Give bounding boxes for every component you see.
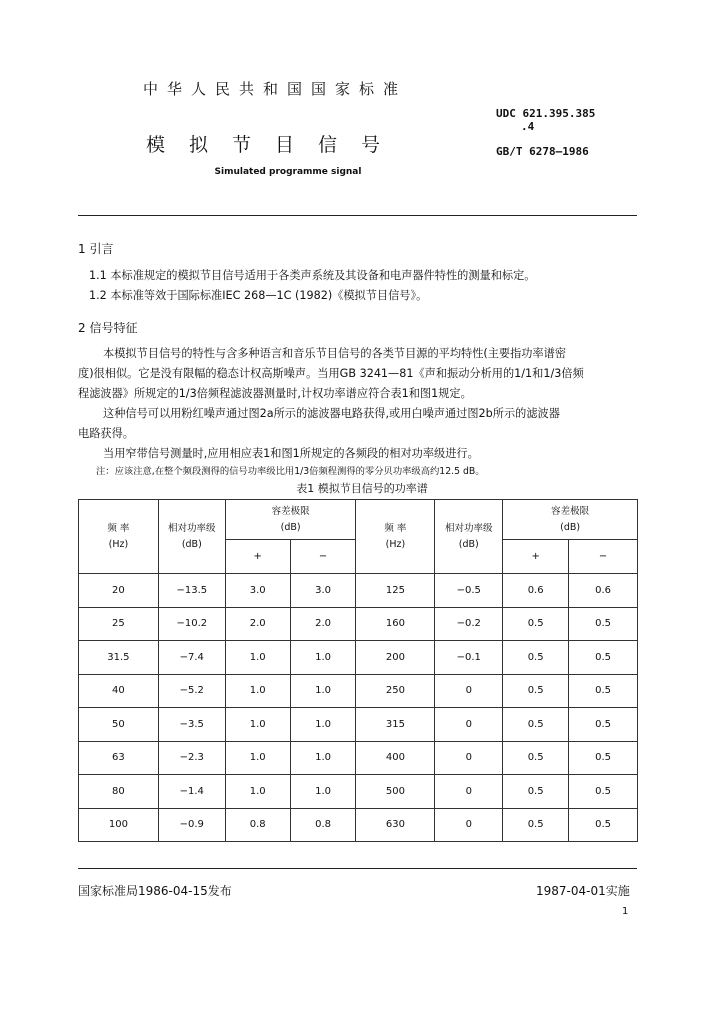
minus-tolerance-cell: 0.5 bbox=[569, 741, 638, 775]
level-cell: 0 bbox=[435, 808, 503, 842]
freq-header: 频 率 (Hz) bbox=[79, 500, 159, 574]
document-title: 模拟节目信号 bbox=[145, 134, 404, 156]
level-header: 相对功率级 (dB) bbox=[158, 500, 225, 574]
level-cell: 0 bbox=[435, 674, 503, 708]
table-row bbox=[79, 775, 638, 809]
minus-tolerance-cell: 1.0 bbox=[290, 775, 356, 809]
level-cell: −0.5 bbox=[435, 574, 503, 608]
level-cell: −3.5 bbox=[158, 708, 225, 742]
footer-divider bbox=[78, 868, 637, 869]
frequency-cell: 125 bbox=[356, 574, 435, 608]
minus-tolerance-cell: 0.5 bbox=[569, 674, 638, 708]
minus-header-right: − bbox=[569, 540, 638, 574]
table-row bbox=[79, 641, 638, 675]
para-1-line-1: 本模拟节目信号的特性与含多种语言和音乐节目信号的各类节目源的平均特性(主要指功率谱密 bbox=[103, 347, 567, 360]
minus-header: − bbox=[290, 540, 356, 574]
frequency-cell: 25 bbox=[79, 607, 159, 641]
minus-tolerance-cell: 0.5 bbox=[569, 607, 638, 641]
tolerance-header: 容差极限 (dB) bbox=[225, 500, 356, 540]
udc-code-continued: .4 bbox=[521, 120, 535, 133]
gb-code: GB/T 6278—1986 bbox=[496, 145, 589, 158]
plus-tolerance-cell: 0.5 bbox=[503, 607, 569, 641]
para-2-line-2: 电路获得。 bbox=[78, 427, 134, 440]
section-2-heading: 2 信号特征 bbox=[78, 321, 138, 335]
plus-tolerance-cell: 3.0 bbox=[225, 574, 290, 608]
frequency-cell: 31.5 bbox=[79, 641, 159, 675]
minus-tolerance-cell: 0.6 bbox=[569, 574, 638, 608]
table-row bbox=[79, 607, 638, 641]
effective-date: 1987-04-01实施 bbox=[536, 884, 630, 898]
plus-tolerance-cell: 1.0 bbox=[225, 708, 290, 742]
plus-tolerance-cell: 0.5 bbox=[503, 741, 569, 775]
document-title-english: Simulated programme signal bbox=[214, 167, 362, 177]
frequency-cell: 200 bbox=[356, 641, 435, 675]
minus-tolerance-cell: 0.5 bbox=[569, 775, 638, 809]
plus-tolerance-cell: 0.8 bbox=[225, 808, 290, 842]
table-row bbox=[79, 574, 638, 608]
frequency-cell: 400 bbox=[356, 741, 435, 775]
plus-tolerance-cell: 0.5 bbox=[503, 641, 569, 675]
freq-header-right: 频 率 (Hz) bbox=[356, 500, 435, 574]
section-1-heading: 1 引言 bbox=[78, 242, 114, 256]
frequency-cell: 160 bbox=[356, 607, 435, 641]
frequency-cell: 500 bbox=[356, 775, 435, 809]
table-row bbox=[79, 808, 638, 842]
frequency-cell: 50 bbox=[79, 708, 159, 742]
plus-tolerance-cell: 0.6 bbox=[503, 574, 569, 608]
para-1-line-3: 程滤波器》所规定的1/3倍频程滤波器测量时,计权功率谱应符合表1和图1规定。 bbox=[78, 387, 472, 400]
minus-tolerance-cell: 0.5 bbox=[569, 641, 638, 675]
minus-tolerance-cell: 1.0 bbox=[290, 674, 356, 708]
level-cell: −2.3 bbox=[158, 741, 225, 775]
tolerance-header-right: 容差极限 (dB) bbox=[503, 500, 638, 540]
minus-tolerance-cell: 3.0 bbox=[290, 574, 356, 608]
frequency-cell: 20 bbox=[79, 574, 159, 608]
level-cell: −0.2 bbox=[435, 607, 503, 641]
header-divider bbox=[78, 215, 637, 216]
plus-tolerance-cell: 1.0 bbox=[225, 674, 290, 708]
plus-header-right: + bbox=[503, 540, 569, 574]
plus-tolerance-cell: 0.5 bbox=[503, 674, 569, 708]
minus-tolerance-cell: 0.5 bbox=[569, 708, 638, 742]
minus-tolerance-cell: 0.8 bbox=[290, 808, 356, 842]
power-spectrum-table bbox=[78, 499, 638, 842]
plus-tolerance-cell: 0.5 bbox=[503, 808, 569, 842]
frequency-cell: 40 bbox=[79, 674, 159, 708]
level-cell: −5.2 bbox=[158, 674, 225, 708]
table-row bbox=[79, 674, 638, 708]
issue-date: 国家标准局1986-04-15发布 bbox=[78, 884, 232, 898]
level-header-right: 相对功率级 (dB) bbox=[435, 500, 503, 574]
level-cell: 0 bbox=[435, 708, 503, 742]
level-cell: −10.2 bbox=[158, 607, 225, 641]
frequency-cell: 250 bbox=[356, 674, 435, 708]
minus-tolerance-cell: 1.0 bbox=[290, 641, 356, 675]
frequency-cell: 315 bbox=[356, 708, 435, 742]
table-row bbox=[79, 708, 638, 742]
page-number: 1 bbox=[622, 906, 629, 917]
para-2-line-1: 这种信号可以用粉红噪声通过图2a所示的滤波器电路获得,或用白噪声通过图2b所示的滤波器 bbox=[103, 407, 560, 420]
frequency-cell: 100 bbox=[79, 808, 159, 842]
plus-tolerance-cell: 1.0 bbox=[225, 641, 290, 675]
level-cell: −1.4 bbox=[158, 775, 225, 809]
clause-1-2: 1.2 本标准等效于国际标准IEC 268—1C (1982)《模拟节目信号》。 bbox=[89, 289, 428, 302]
plus-tolerance-cell: 0.5 bbox=[503, 775, 569, 809]
frequency-cell: 80 bbox=[79, 775, 159, 809]
level-cell: −0.9 bbox=[158, 808, 225, 842]
plus-tolerance-cell: 0.5 bbox=[503, 708, 569, 742]
level-cell: −13.5 bbox=[158, 574, 225, 608]
frequency-cell: 63 bbox=[79, 741, 159, 775]
table-body bbox=[79, 574, 638, 842]
minus-tolerance-cell: 0.5 bbox=[569, 808, 638, 842]
plus-tolerance-cell: 2.0 bbox=[225, 607, 290, 641]
para-1-line-2: 度)很相似。它是没有限幅的稳态计权高斯噪声。当用GB 3241—81《声和振动分析用的1/1和1/3倍频 bbox=[78, 367, 584, 380]
level-cell: 0 bbox=[435, 775, 503, 809]
table-caption: 表1 模拟节目信号的功率谱 bbox=[296, 482, 428, 495]
udc-code: UDC 621.395.385 bbox=[496, 107, 596, 120]
table-row bbox=[79, 741, 638, 775]
plus-tolerance-cell: 1.0 bbox=[225, 775, 290, 809]
standard-title: 中华人民共和国国家标准 bbox=[142, 80, 407, 98]
level-cell: −7.4 bbox=[158, 641, 225, 675]
para-3: 当用窄带信号测量时,应用相应表1和图1所规定的各频段的相对功率级进行。 bbox=[103, 447, 479, 460]
plus-header: + bbox=[225, 540, 290, 574]
plus-tolerance-cell: 1.0 bbox=[225, 741, 290, 775]
minus-tolerance-cell: 2.0 bbox=[290, 607, 356, 641]
frequency-cell: 630 bbox=[356, 808, 435, 842]
level-cell: 0 bbox=[435, 741, 503, 775]
minus-tolerance-cell: 1.0 bbox=[290, 708, 356, 742]
clause-1-1: 1.1 本标准规定的模拟节目信号适用于各类声系统及其设备和电声器件特性的测量和标定。 bbox=[89, 269, 536, 282]
level-cell: −0.1 bbox=[435, 641, 503, 675]
minus-tolerance-cell: 1.0 bbox=[290, 741, 356, 775]
note: 注：应该注意,在整个频段测得的信号功率级比用1/3倍频程测得的零分贝功率级高约12.5 dB。 bbox=[96, 466, 485, 477]
